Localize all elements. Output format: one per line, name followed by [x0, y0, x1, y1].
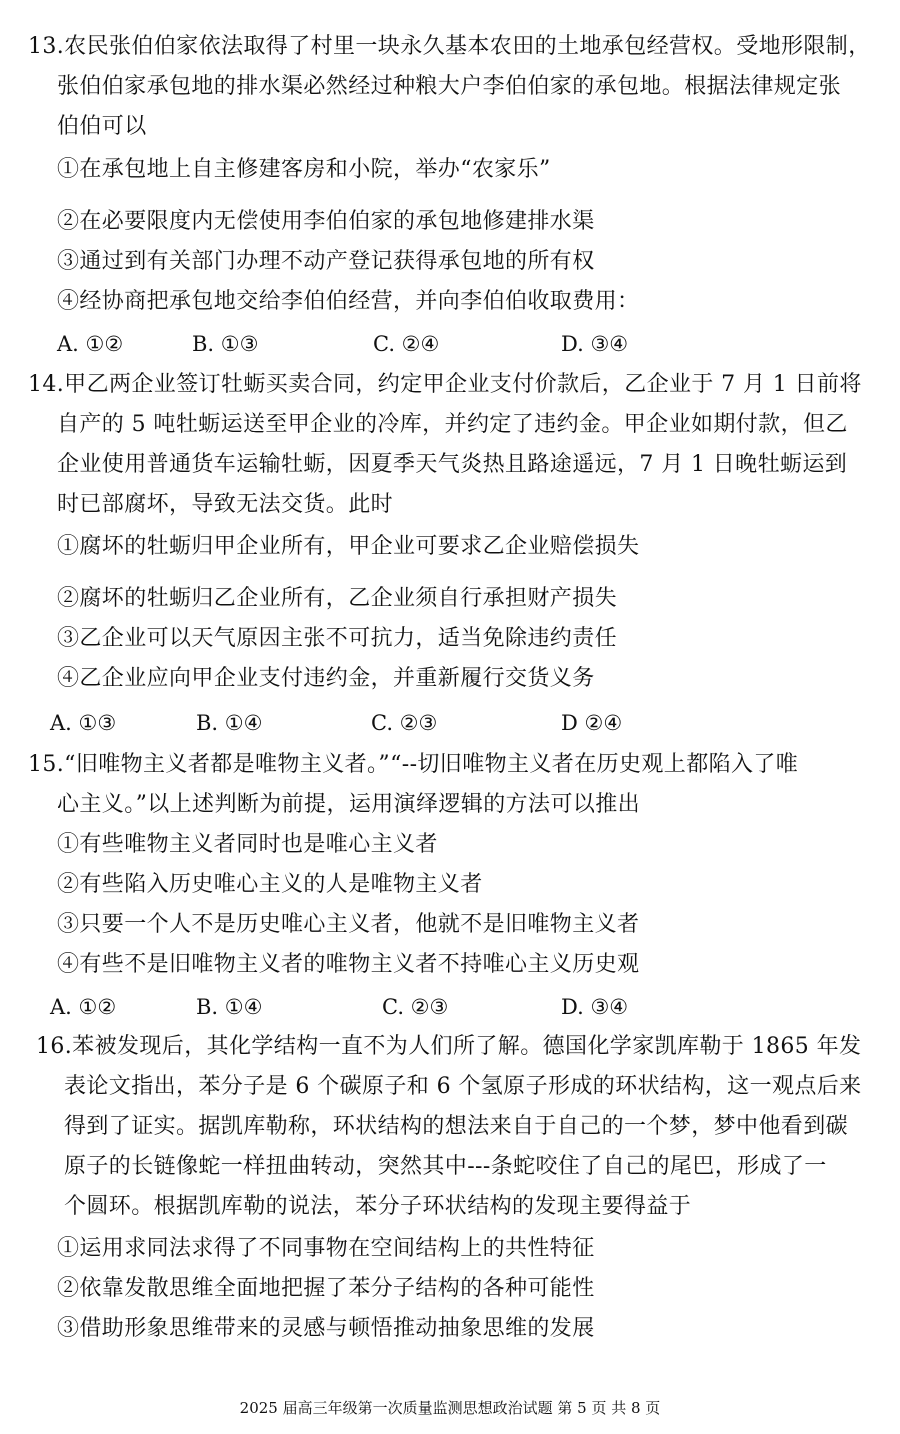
question-14-option-b: B. ①④	[196, 711, 263, 735]
question-16-stem-line-4: 原子的长链像蛇一样扭曲转动，突然其中---条蛇咬住了自己的尾巴，形成了一	[64, 1154, 827, 1179]
question-15-stem-line-1: 15.“旧唯物主义者都是唯物主义者。”“--切旧唯物主义者在历史观上都陷入了唯	[28, 752, 799, 777]
question-14-stem-line-1: 14.甲乙两企业签订牡蛎买卖合同，约定甲企业支付价款后，乙企业于 7 月 1 日前将	[28, 372, 862, 397]
question-16-stem-line-5: 个圆环。根据凯库勒的说法，苯分子环状结构的发现主要得益于	[64, 1194, 692, 1219]
question-13-option-d: D. ③④	[561, 332, 629, 356]
question-15-statement-2: ②有些陷入历史唯心主义的人是唯物主义者	[57, 872, 483, 897]
question-13-stem-line-2: 张伯伯家承包地的排水渠必然经过种粮大户李伯伯家的承包地。根据法律规定张	[57, 74, 842, 99]
question-15-stem-line-2: 心主义。”以上述判断为前提，运用演绎逻辑的方法可以推出	[57, 792, 641, 817]
question-14-option-d: D ②④	[561, 711, 623, 735]
question-16-statement-2: ②依靠发散思维全面地把握了苯分子结构的各种可能性	[57, 1276, 595, 1301]
question-15-option-a: A. ①②	[50, 995, 117, 1019]
question-16-stem-line-2: 表论文指出，苯分子是 6 个碳原子和 6 个氢原子形成的环状结构，这一观点后来	[64, 1074, 862, 1099]
question-16-statement-3: ③借助形象思维带来的灵感与顿悟推动抽象思维的发展	[57, 1316, 595, 1341]
page-footer: 2025 届高三年级第一次质量监测思想政治试题 第 5 页 共 8 页	[239, 1399, 661, 1417]
question-16-stem-line-1: 16.苯被发现后，其化学结构一直不为人们所了解。德国化学家凯库勒于 1865 年发	[36, 1034, 862, 1059]
question-13-option-a: A. ①②	[57, 332, 124, 356]
question-15-option-b: B. ①④	[196, 995, 263, 1019]
question-15-option-d: D. ③④	[561, 995, 629, 1019]
question-13-statement-2: ②在必要限度内无偿使用李伯伯家的承包地修建排水渠	[57, 209, 595, 234]
question-14-option-c: C. ②③	[371, 711, 438, 735]
question-14-stem-line-4: 时已部腐坏，导致无法交货。此时	[57, 492, 394, 517]
question-14-option-a: A. ①③	[50, 711, 117, 735]
question-16-statement-1: ①运用求同法求得了不同事物在空间结构上的共性特征	[57, 1236, 595, 1261]
question-14-stem-line-2: 自产的 5 吨牡蛎运送至甲企业的冷库，并约定了违约金。甲企业如期付款，但乙	[57, 412, 848, 437]
question-14-stem-line-3: 企业使用普通货车运输牡蛎，因夏季天气炎热且路途遥远，7 月 1 日晚牡蛎运到	[57, 452, 848, 477]
question-15-option-c: C. ②③	[382, 995, 449, 1019]
question-13-option-c: C. ②④	[373, 332, 440, 356]
question-14-statement-2: ②腐坏的牡蛎归乙企业所有，乙企业须自行承担财产损失	[57, 586, 618, 611]
question-15-statement-1: ①有些唯物主义者同时也是唯心主义者	[57, 832, 438, 857]
question-15-statement-3: ③只要一个人不是历史唯心主义者，他就不是旧唯物主义者	[57, 912, 640, 937]
question-14-statement-4: ④乙企业应向甲企业支付违约金，并重新履行交货义务	[57, 666, 595, 691]
question-13-statement-4: ④经协商把承包地交给李伯伯经营，并向李伯伯收取费用：	[57, 289, 640, 314]
question-13-statement-1: ①在承包地上自主修建客房和小院，举办“农家乐”	[57, 157, 551, 182]
question-13-stem-line-1: 13.农民张伯伯家依法取得了村里一块永久基本农田的土地承包经营权。受地形限制，	[28, 34, 871, 59]
question-13-statement-3: ③通过到有关部门办理不动产登记获得承包地的所有权	[57, 249, 595, 274]
question-15-statement-4: ④有些不是旧唯物主义者的唯物主义者不持唯心主义历史观	[57, 952, 640, 977]
question-13-stem-line-3: 伯伯可以	[57, 114, 147, 139]
question-16-stem-line-3: 得到了证实。据凯库勒称，环状结构的想法来自于自己的一个梦，梦中他看到碳	[64, 1114, 849, 1139]
question-14-statement-3: ③乙企业可以天气原因主张不可抗力，适当免除违约责任	[57, 626, 618, 651]
question-14-statement-1: ①腐坏的牡蛎归甲企业所有，甲企业可要求乙企业赔偿损失	[57, 534, 640, 559]
question-13-option-b: B. ①③	[192, 332, 259, 356]
